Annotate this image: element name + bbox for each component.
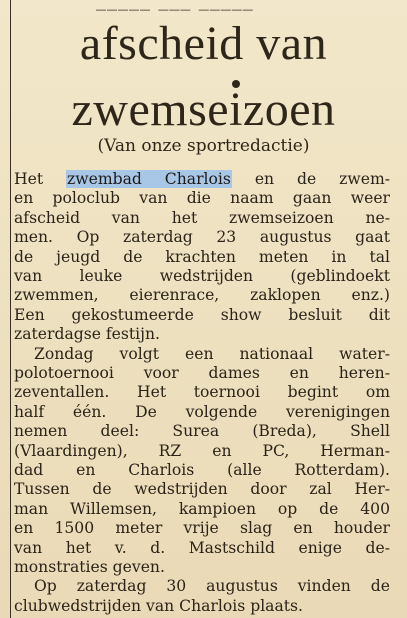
headline-line-2: zwemseizoen [71, 83, 336, 136]
article-line: men. Op zaterdag 23 augustus gaat [14, 228, 390, 247]
article-line: zeventallen. Het toernooi begint om [14, 383, 390, 402]
article-line: van het v. d. Mastschild enige de- [14, 538, 390, 557]
article-line: dad en Charlois (alle Rotterdam). [14, 461, 390, 479]
article-line: zwemmen, eierenrace, zaklopen enz.) [14, 286, 390, 305]
article-line: half één. De volgende verenigingen [14, 402, 390, 421]
subhead: (Van onze sportredactie) [97, 136, 310, 156]
article-line: van leuke wedstrijden (geblindoekt [14, 267, 390, 285]
article-line: Tussen de wedstrijden door zal Her- [14, 480, 390, 499]
article-line: nemen deel: Surea (Breda), Shell [14, 422, 390, 441]
article-line: man Willemsen, kampioen op de 400 [14, 499, 390, 518]
line-text: en de zwem- [231, 170, 390, 188]
article-line: polotoernooi voor dames en heren- [14, 364, 390, 382]
article-line: en poloclub van die naam gaan weer [14, 189, 390, 208]
line-text: Het [14, 170, 67, 188]
article-line: clubwedstrijden van Charlois plaats. [14, 596, 304, 615]
article-line [14, 170, 390, 189]
article-line: monstraties geven. [14, 558, 165, 576]
article-line: (Vlaardingen), RZ en PC, Herman- [14, 441, 390, 460]
article-line: en 1500 meter vrije slag en houder [14, 519, 390, 538]
article-line: Op zaterdag 30 augustus vinden de [34, 577, 390, 596]
headline-line-1: afscheid van [79, 17, 328, 70]
article-line: afscheid van het zwemseizoen ne- [14, 208, 390, 227]
article-line: zaterdagse festijn. [14, 325, 161, 344]
article-line: Een gekostumeerde show besluit dit [14, 305, 390, 324]
highlighted-text[interactable]: zwembad Charlois [67, 170, 231, 188]
article-line: Zondag volgt een nationaal water- [34, 344, 390, 363]
article-line: de jeugd de krachten meten in tal [14, 247, 390, 266]
cut-off-previous-line [96, 0, 296, 7]
